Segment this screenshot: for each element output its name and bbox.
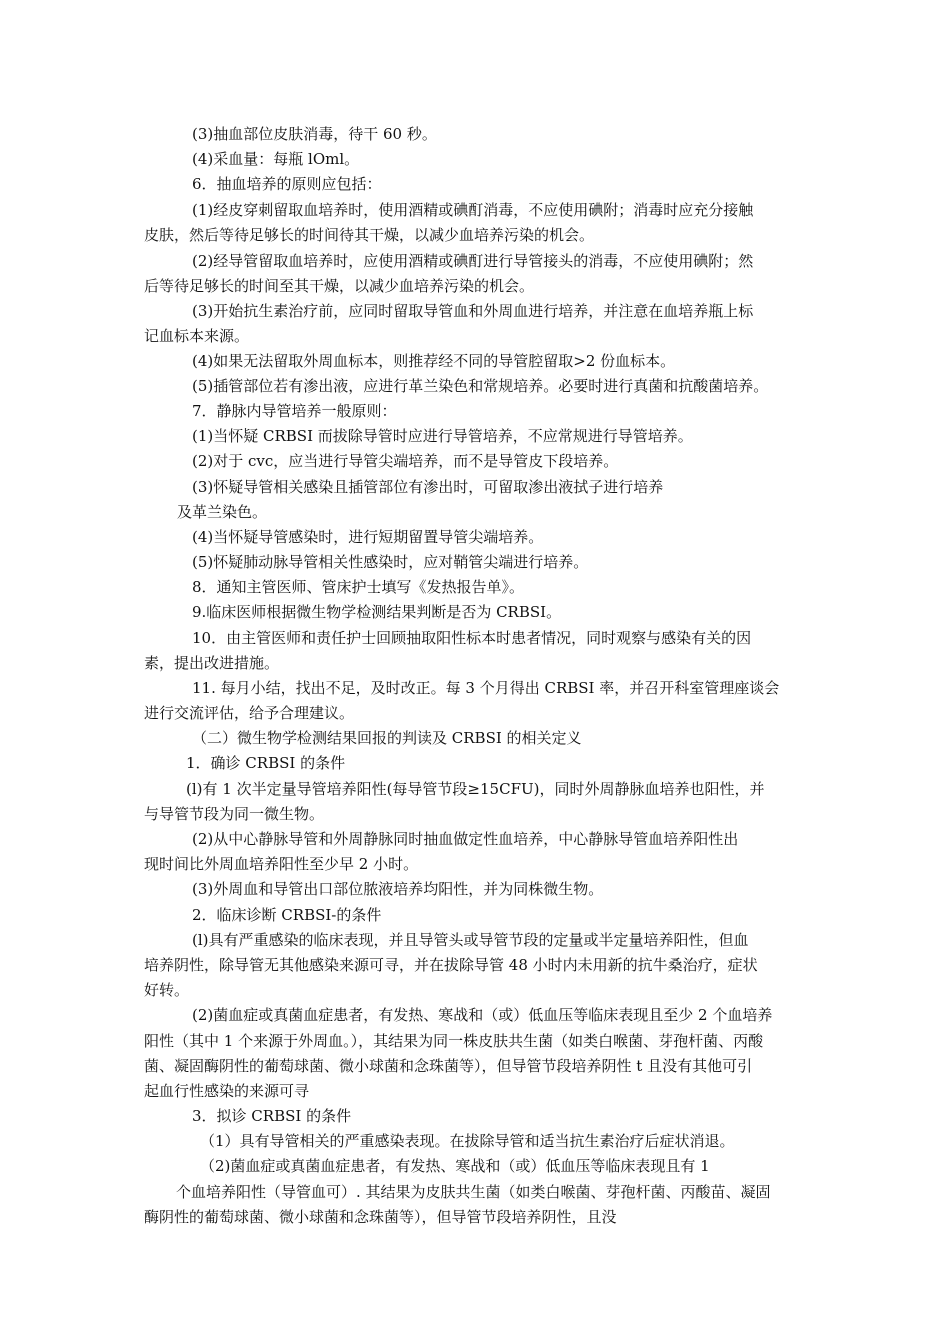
text-line: 菌、凝固酶阴性的葡萄球菌、微小球菌和念珠菌等），但导管节段培养阴性 t 且没有其他可引: [144, 1057, 753, 1075]
text-line: 个血培养阳性（导管血可）. 其结果为皮肤共生菌（如类白喉菌、芽孢杆菌、丙酸苗、凝固: [176, 1183, 771, 1201]
text-line: 与导管节段为同一微生物。: [144, 805, 325, 823]
text-line: 好转。: [144, 981, 190, 999]
subsection-heading: 2．临床诊断 CRBSI-的条件: [192, 906, 382, 924]
text-line: 培养阴性，除导管无其他感染来源可寻，并在拔除导管 48 小时内未用新的抗牛桑治疗，症状: [144, 956, 758, 974]
text-line: 进行交流评估，给予合理建议。: [144, 704, 355, 722]
subsection-heading: 3．拟诊 CRBSI 的条件: [192, 1107, 352, 1125]
text-line: 阳性（其中 1 个来源于外周血。），其结果为同一株皮肤共生菌（如类白喉菌、芽孢杆菌、丙酸: [144, 1032, 764, 1050]
text-line: (2)从中心静脉导管和外周静脉同时抽血做定性血培养，中心静脉导管血培养阳性出: [192, 830, 739, 848]
text-line: (3)外周血和导管出口部位脓液培养均阳性，并为同株微生物。: [192, 880, 604, 898]
text-line: (3)开始抗生素治疗前，应同时留取导管血和外周血进行培养，并注意在血培养瓶上标: [192, 302, 754, 320]
text-line: (4)采血量：每瓶 lOml。: [192, 150, 360, 168]
text-line: (4)如果无法留取外周血标本，则推荐经不同的导管腔留取>2 份血标本。: [192, 352, 676, 370]
text-line: (l)具有严重感染的临床表现，并且导管头或导管节段的定量或半定量培养阳性，但血: [192, 931, 749, 949]
text-line: (2)对于 cvc，应当进行导管尖端培养，而不是导管皮下段培养。: [192, 452, 619, 470]
text-line: 皮肤，然后等待足够长的时间待其干燥，以减少血培养污染的机会。: [144, 226, 595, 244]
text-line: (l)有 1 次半定量导管培养阳性(每导管节段≥15CFU)，同时外周静脉血培养也阳性，并: [186, 780, 765, 798]
text-line: (5)怀疑肺动脉导管相关性感染时，应对鞘管尖端进行培养。: [192, 553, 589, 571]
text-line: （2)菌血症或真菌血症患者，有发热、寒战和（或）低血压等临床表现且有 1: [200, 1157, 710, 1175]
text-line: （1）具有导管相关的严重感染表现。在拔除导管和适当抗生素治疗后症状消退。: [200, 1132, 735, 1150]
text-line: 6．抽血培养的原则应包括：: [192, 175, 382, 193]
text-line: (1)当怀疑 CRBSI 而拔除导管时应进行导管培养，不应常规进行导管培养。: [192, 427, 693, 445]
text-line: 素，提出改进措施。: [144, 654, 280, 672]
text-line: (1)经皮穿刺留取血培养时，使用酒精或碘酊消毒，不应使用碘附；消毒时应充分接触: [192, 201, 754, 219]
subsection-heading: 1．确诊 CRBSI 的条件: [186, 754, 346, 772]
text-line: (5)插管部位若有渗出液，应进行革兰染色和常规培养。必要时进行真菌和抗酸菌培养。: [192, 377, 769, 395]
text-line: 10．由主管医师和责任护士回顾抽取阳性标本时患者情况，同时观察与感染有关的因: [192, 629, 752, 647]
text-line: 起血行性感染的来源可寻: [144, 1082, 310, 1100]
text-line: 9.临床医师根据微生物学检测结果判断是否为 CRBSI。: [192, 603, 562, 621]
text-line: 8．通知主管医师、管床护士填写《发热报告单》。: [192, 578, 525, 596]
text-line: 7．静脉内导管培养一般原则：: [192, 402, 397, 420]
section-heading: （二）微生物学检测结果回报的判读及 CRBSI 的相关定义: [192, 729, 582, 747]
text-line: 11. 每月小结，找出不足，及时改正。每 3 个月得出 CRBSI 率，并召开科室管理座谈会: [192, 679, 780, 697]
text-line: 后等待足够长的时间至其干燥，以减少血培养污染的机会。: [144, 277, 535, 295]
text-line: 及革兰染色。: [177, 503, 268, 521]
text-line: (2)经导管留取血培养时，应使用酒精或碘酊进行导管接头的消毒，不应使用碘附；然: [192, 252, 754, 270]
text-line: (3)怀疑导管相关感染且插管部位有渗出时，可留取渗出液拭子进行培养: [192, 478, 664, 496]
text-line: 现时间比外周血培养阳性至少早 2 小时。: [144, 855, 419, 873]
text-line: (2)菌血症或真菌血症患者，有发热、寒战和（或）低血压等临床表现且至少 2 个血培养: [192, 1006, 773, 1024]
text-line: (3)抽血部位皮肤消毒，待干 60 秒。: [192, 125, 437, 143]
text-line: (4)当怀疑导管感染时，进行短期留置导管尖端培养。: [192, 528, 544, 546]
text-line: 酶阴性的葡萄球菌、微小球菌和念珠菌等），但导管节段培养阴性，且没: [144, 1208, 617, 1226]
text-line: 记血标本来源。: [144, 327, 250, 345]
